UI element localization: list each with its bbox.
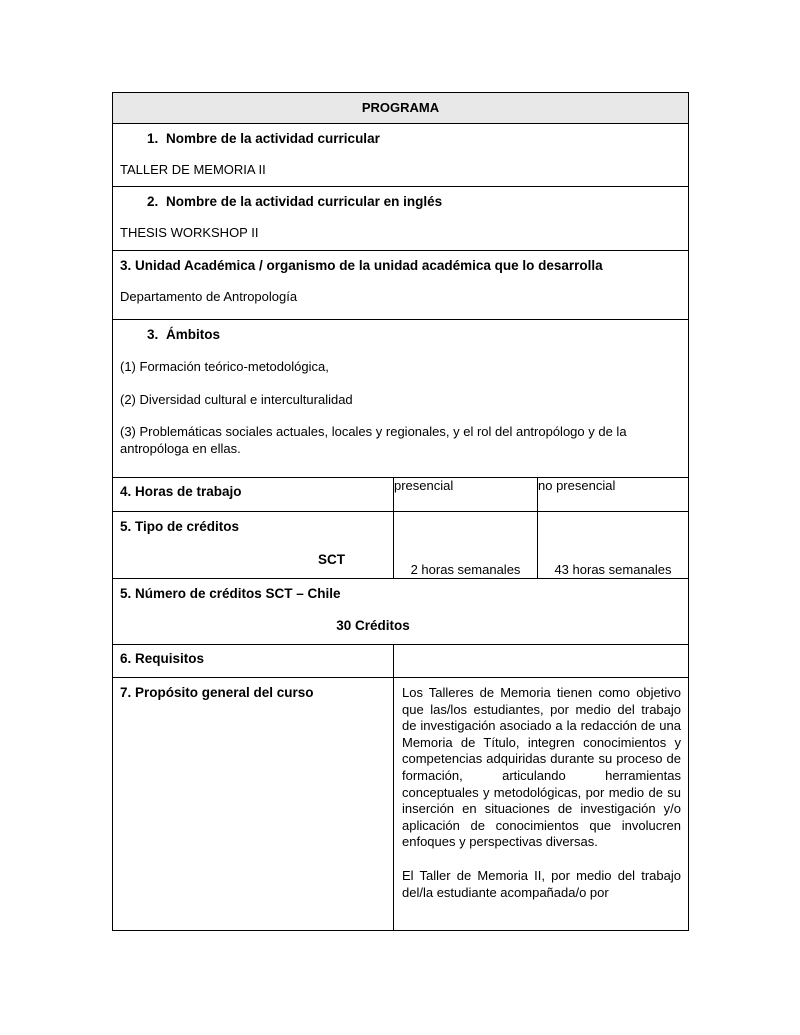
requisitos-title-cell xyxy=(113,645,394,678)
proposito-title: 7. Propósito general del curso xyxy=(120,685,314,700)
tipo-creditos-sct: SCT xyxy=(318,552,345,567)
proposito-text-cell xyxy=(394,678,689,931)
proposito-paragraph-2: El Taller de Memoria II, por medio del trabajo del/la estudiante acompañada/o por xyxy=(402,867,681,900)
section-ambitos xyxy=(113,320,689,478)
horas-no-presencial-value: 43 horas semanales xyxy=(538,512,689,579)
requisitos-title: 6. Requisitos xyxy=(120,651,205,666)
ambitos-item-2: (2) Diversidad cultural e interculturalidad xyxy=(120,391,353,407)
ambitos-item-1: (1) Formación teórico-metodológica, xyxy=(120,359,329,374)
tipo-creditos-cell xyxy=(113,512,394,579)
horas-presencial-label: presencial xyxy=(394,478,538,512)
requisitos-value-cell xyxy=(394,645,689,678)
horas-title: 4. Horas de trabajo xyxy=(120,484,242,499)
section-1-number: 1. xyxy=(147,131,159,146)
section-2-number: 2. xyxy=(147,194,159,209)
section-2-heading xyxy=(113,187,688,210)
horas-presencial-value: 2 horas semanales xyxy=(394,512,538,579)
section-2-title: Nombre de la actividad curricular en inglés xyxy=(166,194,443,209)
horas-title-cell xyxy=(113,478,394,512)
ambitos-number: 3. xyxy=(147,327,159,342)
section-unidad-academica xyxy=(113,251,689,320)
section-nombre-curricular xyxy=(113,124,689,187)
section-1-value: TALLER DE MEMORIA II xyxy=(120,162,266,177)
tipo-creditos-title: 5. Tipo de créditos xyxy=(120,519,240,534)
proposito-text xyxy=(394,678,688,901)
section-3-value: Departamento de Antropología xyxy=(120,289,298,304)
section-3-title: 3. Unidad Académica / organismo de la unidad académica que lo desarrolla xyxy=(120,258,603,273)
proposito-title-cell xyxy=(113,678,394,931)
section-numero-creditos xyxy=(113,579,689,645)
horas-no-presencial-label: no presencial xyxy=(538,478,689,512)
section-1-title: Nombre de la actividad curricular xyxy=(166,131,380,146)
program-table xyxy=(112,92,689,931)
ambitos-title: Ámbitos xyxy=(166,327,220,342)
table-title: PROGRAMA xyxy=(113,93,689,124)
numero-creditos-title: 5. Número de créditos SCT – Chile xyxy=(120,586,341,601)
section-nombre-ingles xyxy=(113,187,689,251)
section-1-heading xyxy=(113,124,688,147)
proposito-paragraph-1: Los Talleres de Memoria tienen como objetivo que las/los estudiantes, por medio del trabajo de investigación asociado a la redacción de una Memoria de Título, integren conocimientos y competencias adquiridas durante su proceso de formación, articulando herramientas conceptuales y metodológicas, por medio de su inserción en situaciones de investigación y/o aplicación de conocimientos que involucren enfoques y perspectivas diversas. xyxy=(402,685,681,850)
ambitos-item-3: (3) Problemáticas sociales actuales, locales y regionales, y el rol del antropólogo y de la antropóloga en ellas. xyxy=(120,424,627,456)
section-2-value: THESIS WORKSHOP II xyxy=(120,225,259,240)
numero-creditos-value: 30 Créditos xyxy=(336,618,410,633)
ambitos-heading xyxy=(113,320,688,343)
